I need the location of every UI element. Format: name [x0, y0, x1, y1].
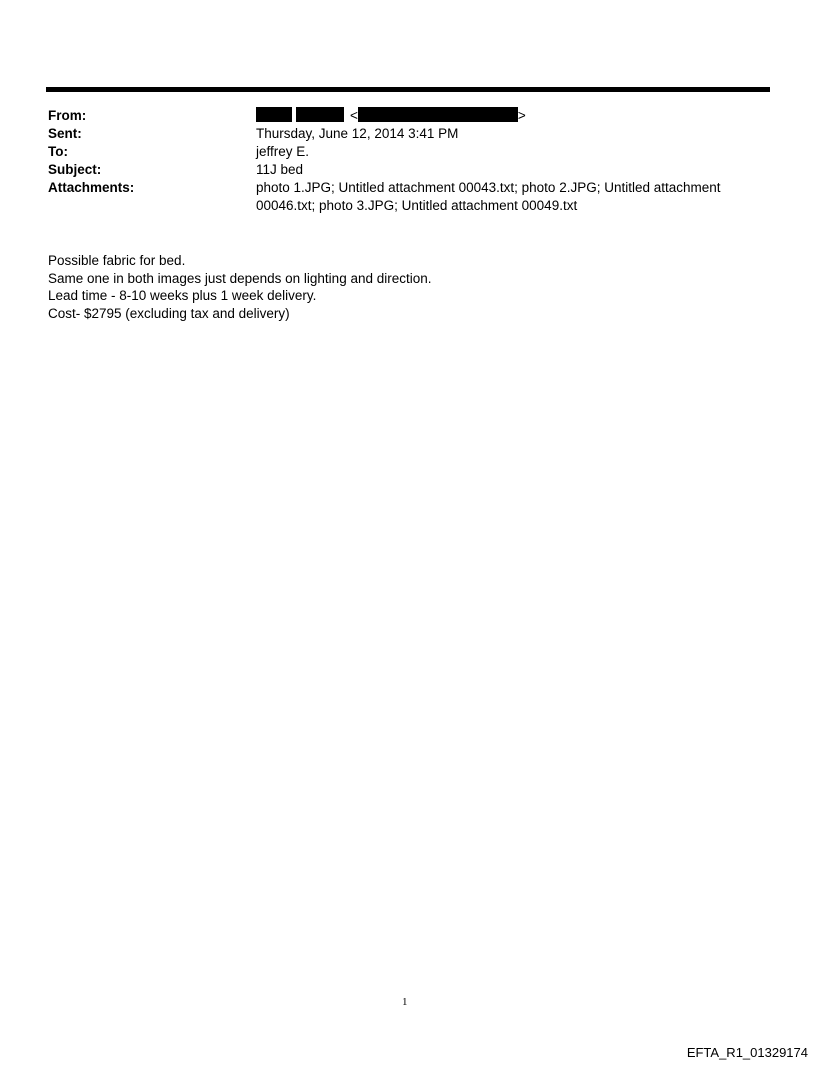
email-close-bracket: > [517, 108, 526, 123]
header-divider [46, 87, 770, 92]
email-header [48, 107, 768, 215]
from-label: From: [48, 108, 87, 123]
from-row [48, 107, 768, 125]
to-value: jeffrey E. [256, 144, 310, 159]
sent-label: Sent: [48, 126, 82, 141]
page-number: 1 [402, 996, 408, 1008]
to-row [48, 143, 768, 161]
subject-label: Subject: [48, 162, 102, 177]
redaction-box [256, 107, 292, 122]
sent-value: Thursday, June 12, 2014 3:41 PM [256, 126, 459, 141]
bates-number: EFTA_R1_01329174 [686, 1045, 808, 1060]
body-line: Lead time - 8-10 weeks plus 1 week delivery. [48, 288, 317, 303]
redaction-box [358, 107, 518, 122]
body-line: Possible fabric for bed. [48, 253, 186, 268]
email-open-bracket: < [350, 108, 358, 123]
sent-row [48, 125, 768, 143]
body-line: Cost- $2795 (excluding tax and delivery) [48, 305, 290, 321]
body-line: Same one in both images just depends on lighting and direction. [48, 270, 432, 286]
email-body [48, 252, 768, 322]
from-value [256, 107, 768, 125]
attachments-label: Attachments: [48, 180, 135, 195]
redaction-box [296, 107, 344, 122]
to-label: To: [48, 144, 68, 159]
attachments-row [48, 179, 768, 215]
subject-value: 11J bed [256, 162, 304, 177]
attachments-value: photo 1.JPG; Untitled attachment 00043.txt; photo 2.JPG; Untitled attachment 00046.txt; photo 3.JPG; Untitled attachment 00049.txt [256, 180, 721, 213]
subject-row [48, 161, 768, 179]
